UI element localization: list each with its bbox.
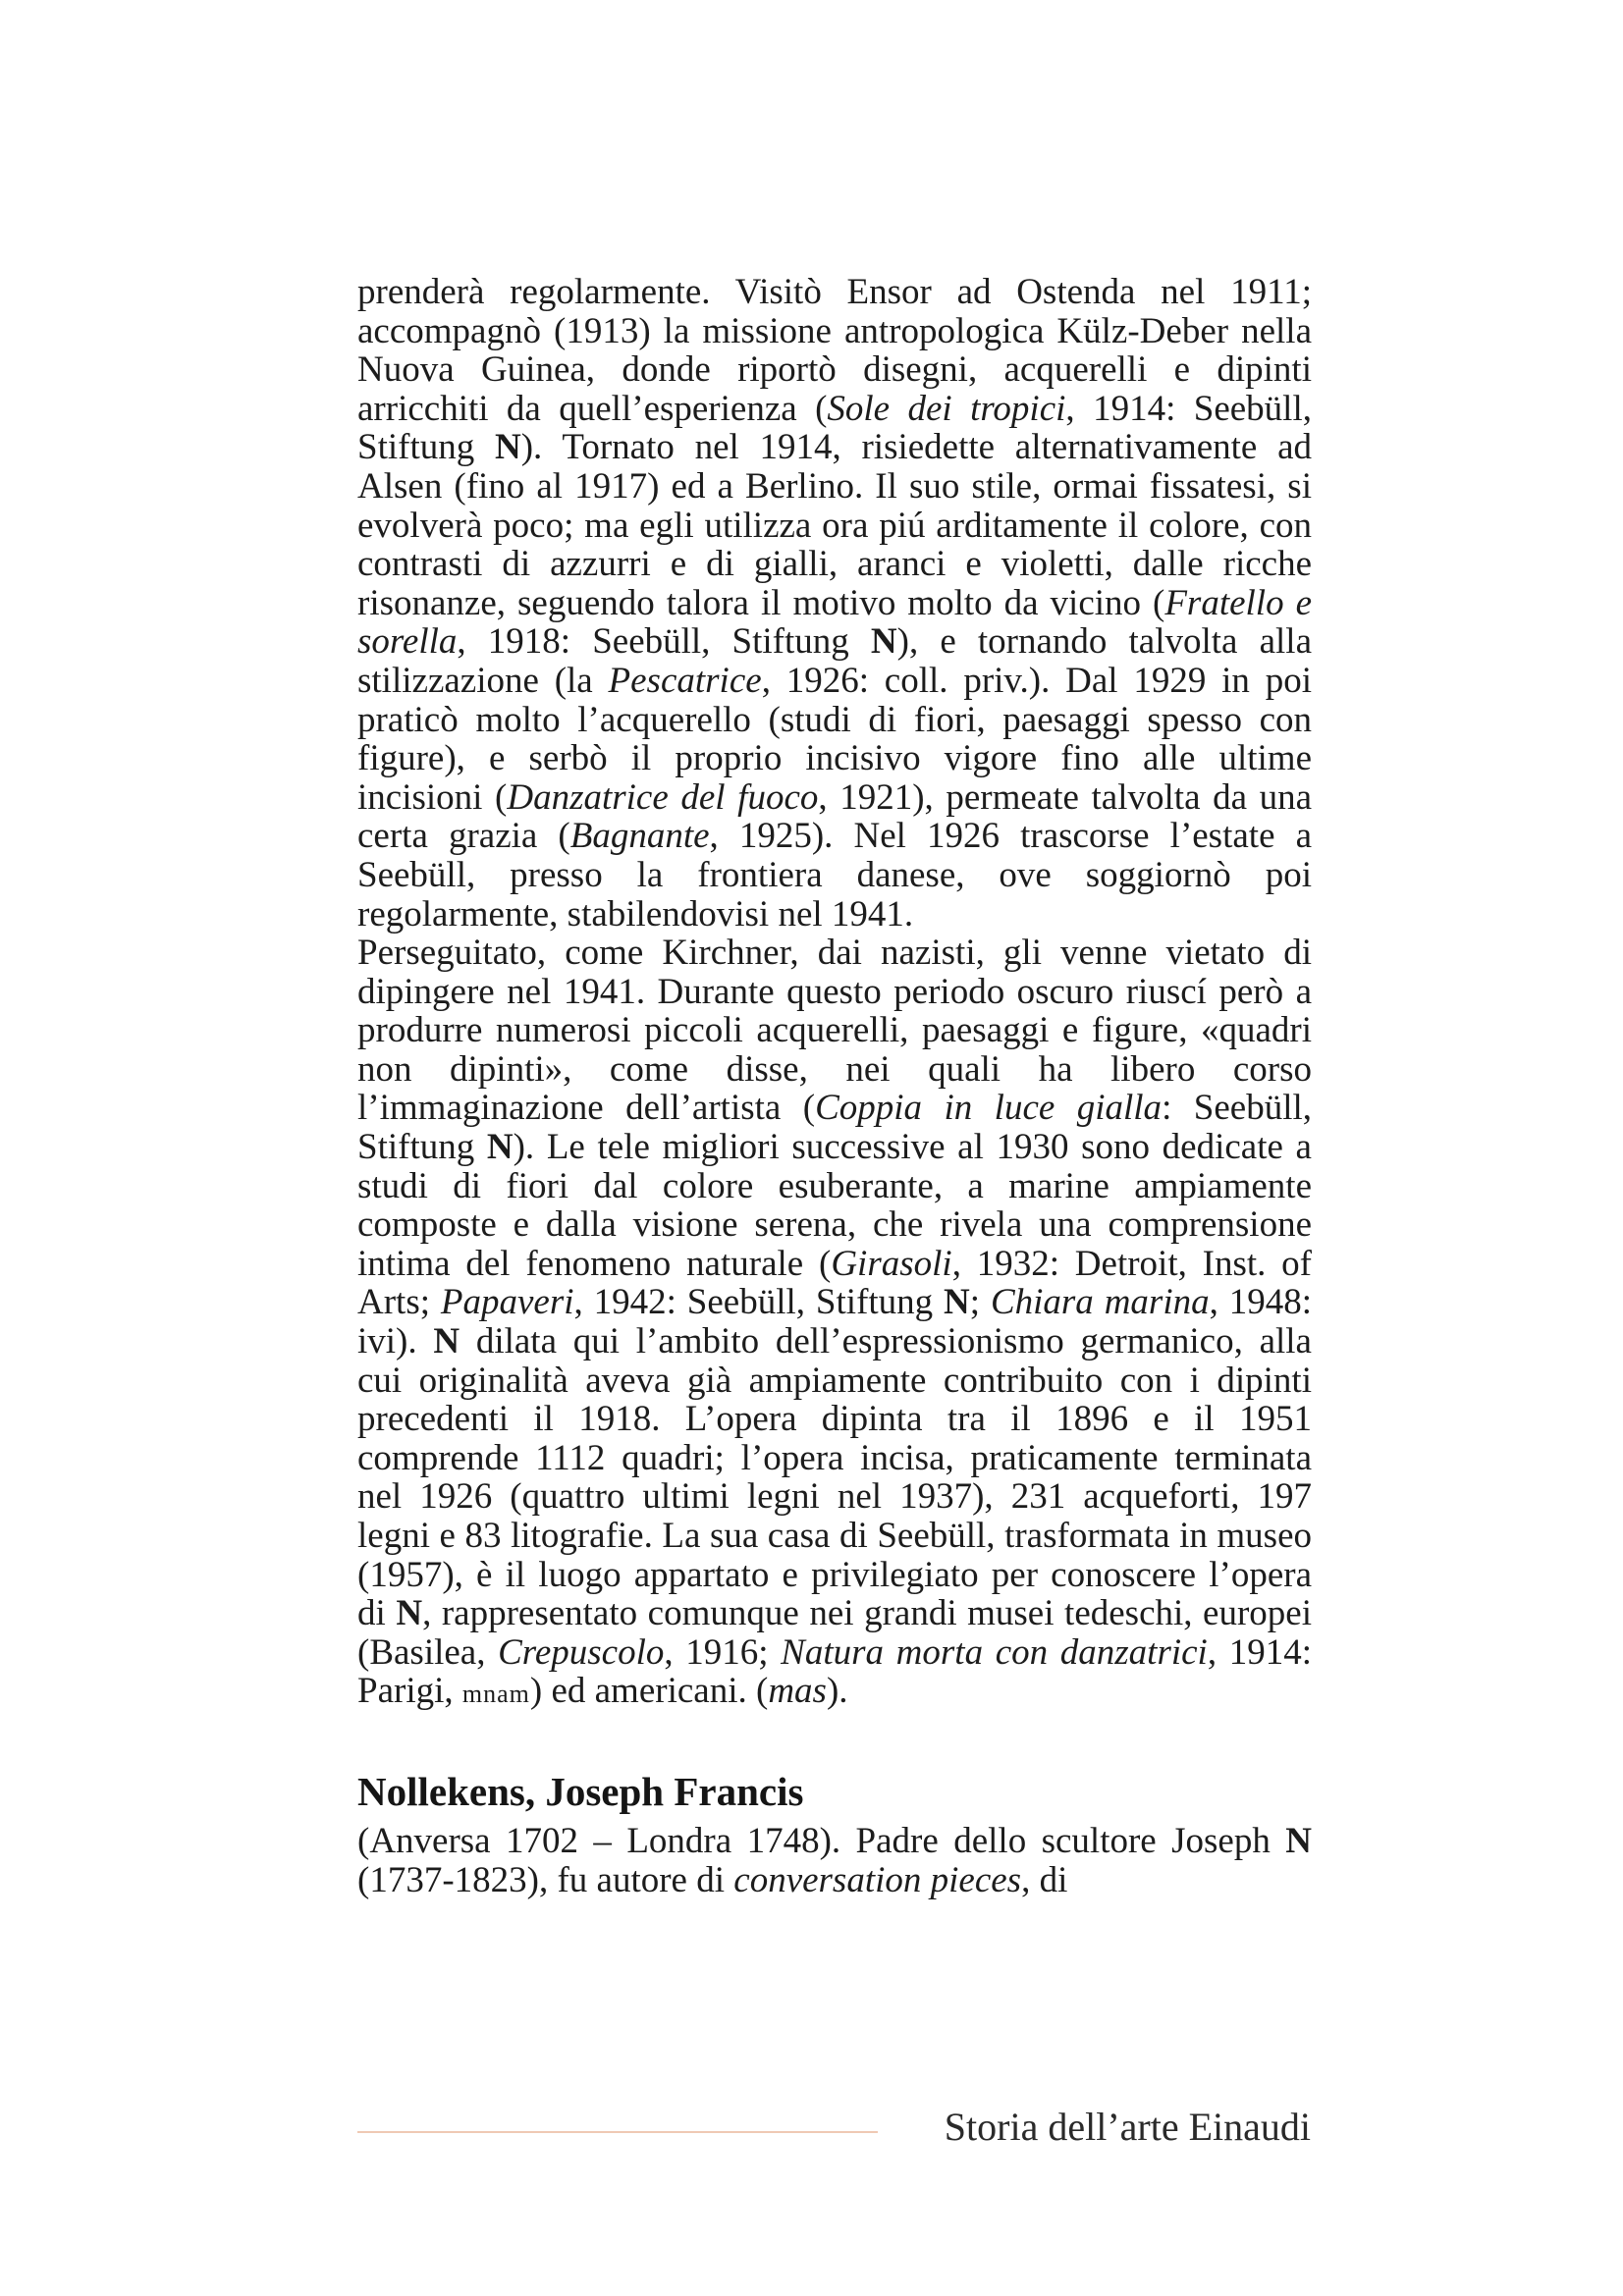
- text-run: , 1921), permeate talvolta da una certa grazia (: [357, 776, 1313, 857]
- italic-title: conversation pieces: [733, 1859, 1022, 1900]
- footer-rule: [357, 2131, 878, 2133]
- bold-abbreviation: N: [944, 1282, 970, 1323]
- body-paragraph-2: [357, 934, 1312, 1714]
- italic-title: Fratello e sorella: [357, 582, 1312, 663]
- text-run: ).: [826, 1671, 848, 1712]
- bold-abbreviation: N: [396, 1593, 423, 1634]
- bold-abbreviation: N: [870, 621, 897, 663]
- text-run: ;: [969, 1282, 991, 1323]
- text-run: , 1948: ivi).: [357, 1282, 1313, 1362]
- footer-title: Storia dell’arte Einaudi: [944, 2105, 1311, 2149]
- bold-abbreviation: N: [494, 427, 521, 468]
- italic-title: Chiara marina: [990, 1282, 1210, 1323]
- text-run: ). Tornato nel 1914, risiedette alternativamente ad Alsen (fino al 1917) ed a Berlino. Il suo stile, ormai fissatesi, si evolverà poco; ma egli utilizza ora piú arditamente il colore, con contrasti di azzurri e di gialli, aranci e violetti, dalle ricche risonanze, seguendo talora il motivo molto da vicino (: [357, 427, 1312, 623]
- text-run: (1737-1823), fu autore di: [357, 1859, 734, 1900]
- text-run: , 1918: Seebüll, Stiftung: [457, 621, 871, 663]
- text-run: , rappresentato comunque nei grandi musei tedeschi, europei (Basilea,: [357, 1593, 1313, 1673]
- italic-title: Natura morta con danzatrici: [781, 1631, 1208, 1673]
- text-run: , di: [1021, 1859, 1068, 1900]
- text-run: , 1932: Detroit, Inst. of Arts;: [357, 1243, 1312, 1323]
- text-run: (Anversa 1702 – Londra 1748). Padre dello scultore Joseph: [357, 1820, 1286, 1861]
- text-run: dilata qui l’ambito dell’espressionismo germanico, alla cui originalità aveva già ampiamente contribuito con i dipinti precedenti il 1918. L’opera dipinta tra il 1896 e il 1951 comprende 1112 quadri; l’opera incisa, praticamente terminata nel 1926 (quattro ultimi legni nel 1937), 231 acqueforti, 197 legni e 83 litografie. La sua casa di Seebüll, trasformata in museo (1957), è il luogo appartato e privilegiato per conoscere l’opera di: [357, 1321, 1312, 1634]
- bold-abbreviation: N: [486, 1127, 514, 1168]
- italic-title: Bagnante: [569, 816, 710, 857]
- text-run: , 1914: Parigi,: [357, 1631, 1312, 1712]
- italic-title: Pescatrice: [608, 660, 762, 701]
- italic-title: Girasoli: [831, 1243, 952, 1284]
- text-run: , 1914: Seebüll, Stiftung: [357, 388, 1312, 468]
- entry-heading: Nollekens, Joseph Francis: [357, 1768, 804, 1814]
- text-run: , 1926: coll. priv.). Dal 1929 in poi praticò molto l’acquerello (studi di fiori, paesaggi spesso con figure), e serbò il proprio incisivo vigore fino alle ultime incisioni (: [357, 660, 1313, 818]
- text-run: prenderà regolarmente. Visitò Ensor ad Ostenda nel 1911; accompagnò (1913) la missione antropologica Külz-Deber nella Nuova Guinea, donde riportò disegni, acquerelli e dipinti arricchiti da quell’esperienza (: [357, 272, 1312, 429]
- text-run: Perseguitato, come Kirchner, dai nazisti, gli venne vietato di dipingere nel 1941. Durante questo periodo oscuro riuscí però a produrre numerosi piccoli acquerelli, paesaggi e figure, «quadri non dipinti», come disse, nei quali ha libero corso l’immaginazione dell’artista (: [357, 933, 1312, 1129]
- italic-title: Coppia in luce gialla: [815, 1088, 1163, 1129]
- body-paragraph-1: [357, 273, 1312, 934]
- italic-title: Danzatrice del fuoco: [507, 776, 819, 818]
- italic-title: Crepuscolo: [498, 1631, 665, 1673]
- italic-title: Papaveri: [440, 1282, 574, 1323]
- text-column: [357, 273, 1312, 1899]
- text-run: , 1942: Seebüll, Stiftung: [573, 1282, 945, 1323]
- text-run: , 1916;: [664, 1631, 782, 1673]
- body-paragraph-3: [357, 1822, 1312, 1899]
- italic-title: Sole dei tropici: [827, 388, 1066, 429]
- bold-abbreviation: N: [1285, 1820, 1312, 1861]
- italic-title: mas: [768, 1671, 827, 1712]
- small-caps-text: mnam: [461, 1680, 530, 1709]
- text-run: ), e tornando talvolta alla stilizzazione (la: [357, 621, 1313, 701]
- text-run: ). Le tele migliori successive al 1930 sono dedicate a studi di fiori dal colore esuberante, a marine ampiamente composte e dalla visione serena, che rivela una comprensione intima del fenomeno naturale (: [357, 1127, 1312, 1284]
- text-run: , 1925). Nel 1926 trascorse l’estate a Seebüll, presso la frontiera danese, ove soggiornò poi regolarmente, stabilendovisi nel 1941.: [357, 816, 1312, 934]
- text-run: ) ed americani. (: [529, 1671, 769, 1712]
- text-run: : Seebüll, Stiftung: [357, 1088, 1313, 1168]
- bold-abbreviation: N: [433, 1321, 460, 1362]
